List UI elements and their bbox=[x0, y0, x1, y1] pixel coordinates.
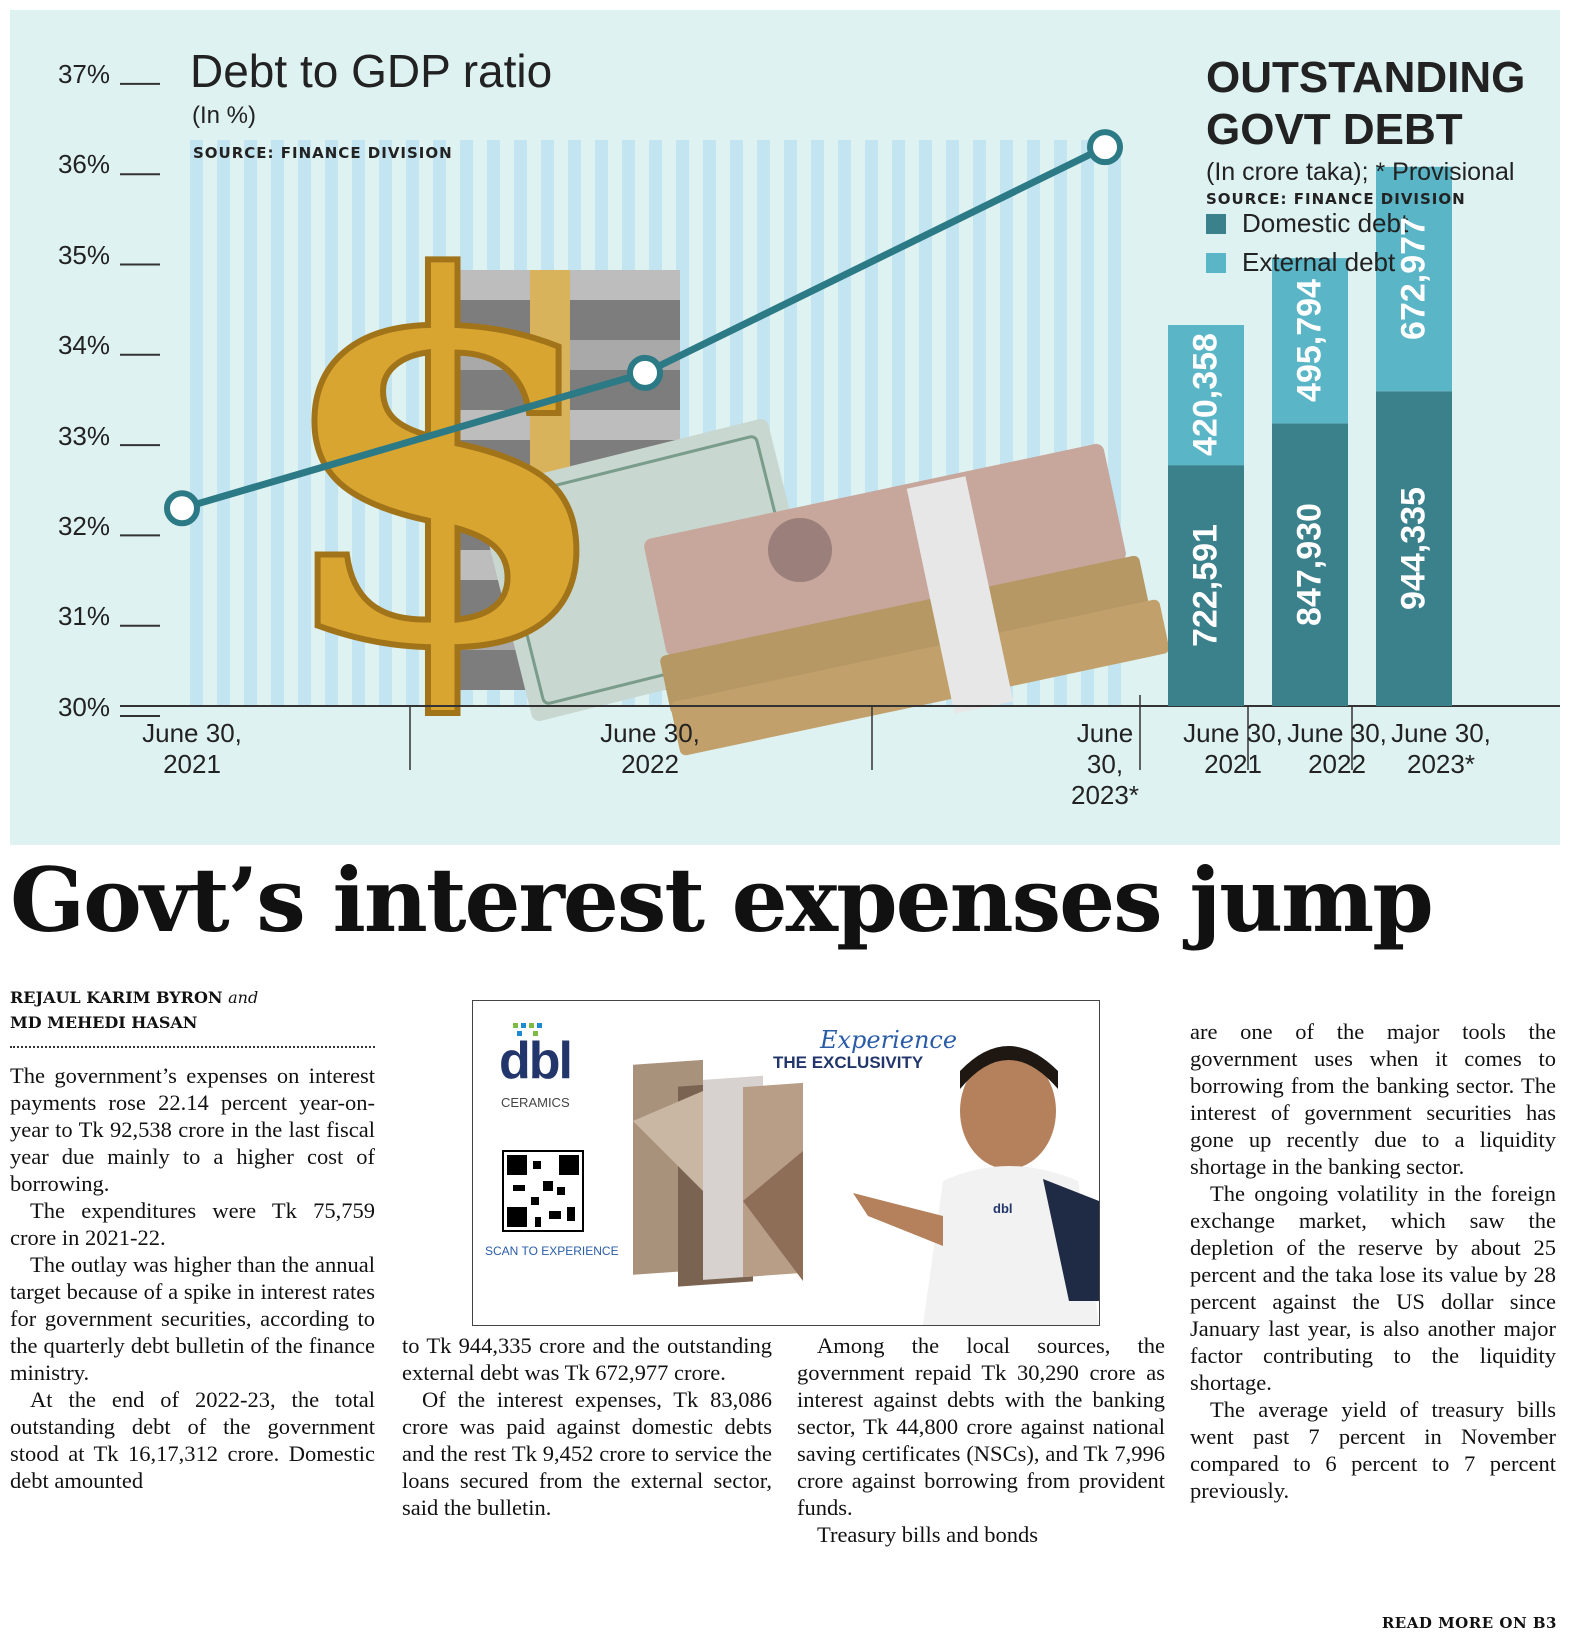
ad-scan-text: SCAN TO EXPERIENCE bbox=[485, 1244, 619, 1258]
paragraph: The ongoing volatility in the foreign exchange market, which saw the depletion of the reserve by about 25 percent and the taka lose its value by 28 percent against the US dollar since January last year, is also another major factor contributing to the liquidity shortage. bbox=[1190, 1181, 1556, 1395]
bar-chart-title: OUTSTANDING GOVT DEBT bbox=[1206, 53, 1526, 154]
article-column-1 bbox=[10, 1062, 375, 1494]
y-axis-ticks bbox=[120, 84, 160, 716]
author-1: REJAUL KARIM BYRON bbox=[10, 988, 223, 1007]
shirt-logo: dbl bbox=[993, 1201, 1013, 1216]
article-column-3 bbox=[797, 1332, 1165, 1548]
advertisement[interactable] bbox=[472, 1000, 1100, 1326]
line-x-label: June 30, 2022 bbox=[600, 718, 700, 779]
bar-chart-unit: (In crore taka); * Provisional bbox=[1206, 158, 1515, 186]
headline: Govt’s interest expenses jump bbox=[10, 848, 1432, 952]
legend-swatch-domestic bbox=[1206, 214, 1226, 234]
legend-swatch-external bbox=[1206, 253, 1226, 273]
y-tick-label: 31% bbox=[57, 601, 110, 631]
y-tick-label: 36% bbox=[57, 149, 110, 179]
ambassador-photo bbox=[853, 1046, 1099, 1325]
bar-value-label: 420,358 bbox=[1186, 333, 1225, 457]
svg-text:$: $ bbox=[270, 171, 618, 758]
article-column-4 bbox=[1190, 1018, 1556, 1504]
legend-external: External debt bbox=[1206, 247, 1395, 278]
bar-chart-source: SOURCE: FINANCE DIVISION bbox=[1206, 190, 1466, 208]
bar-value-label: 722,591 bbox=[1186, 523, 1225, 647]
line-chart-unit: (In %) bbox=[192, 102, 257, 129]
paragraph: The expenditures were Tk 75,759 crore in 2021-22. bbox=[10, 1198, 375, 1250]
bar-value-label: 495,794 bbox=[1290, 278, 1329, 402]
paragraph: At the end of 2022-23, the total outstanding debt of the government stood at Tk 16,17,312 crore. Domestic debt amounted bbox=[10, 1387, 375, 1493]
legend-domestic: Domestic debt bbox=[1206, 208, 1408, 239]
bar-value-label: 847,930 bbox=[1290, 502, 1329, 626]
bar-x-label: June 30, 2021 bbox=[1183, 718, 1283, 779]
line-point bbox=[167, 493, 197, 523]
bar-value-label: 944,335 bbox=[1394, 486, 1433, 610]
tile-stack-image bbox=[633, 1060, 803, 1287]
read-more-link[interactable]: READ MORE ON B3 bbox=[1381, 1614, 1557, 1632]
paragraph: Among the local sources, the government repaid Tk 30,290 crore as interest against debts with the banking sector, Tk 44,800 crore against national saving certificates (NSCs), and Tk 7,996 crore against borrowing from provident funds. bbox=[797, 1333, 1165, 1520]
bar-x-label: June 30, 2023* bbox=[1391, 718, 1491, 779]
line-x-label: June 30, 2021 bbox=[142, 718, 242, 779]
ad-tagline: THE EXCLUSIVITY bbox=[773, 1053, 924, 1072]
paragraph: to Tk 944,335 crore and the outstanding external debt was Tk 672,977 crore. bbox=[402, 1333, 772, 1385]
y-tick-label: 33% bbox=[57, 421, 110, 451]
paragraph: The government’s expenses on interest payments rose 22.14 percent year-on-year to Tk 92,538 crore in the last fiscal year due mainly to a higher cost of borrowing. bbox=[10, 1063, 375, 1196]
paragraph: The outlay was higher than the annual target because of a spike in interest rates for government securities, according to the quarterly debt bulletin of the finance ministry. bbox=[10, 1252, 375, 1385]
y-tick-label: 32% bbox=[57, 511, 110, 541]
y-tick-label: 34% bbox=[57, 330, 110, 360]
line-point bbox=[630, 358, 660, 388]
article-column-2 bbox=[402, 1332, 772, 1521]
ad-brand-sub: CERAMICS bbox=[501, 1095, 570, 1110]
line-chart-title: Debt to GDP ratio bbox=[190, 45, 553, 97]
ad-brand: dbl bbox=[499, 1032, 571, 1090]
qr-code-icon bbox=[503, 1151, 583, 1231]
bar-value-label: 672,977 bbox=[1394, 217, 1433, 340]
paragraph: Of the interest expenses, Tk 83,086 crore was paid against domestic debts and the rest Tk 9,452 crore to service the loans secured from the external sector, said the bulletin. bbox=[402, 1387, 772, 1520]
byline-divider bbox=[10, 1046, 375, 1048]
y-tick-label: 30% bbox=[57, 692, 110, 722]
bar-x-label: June 30, 2022 bbox=[1287, 718, 1387, 779]
ad-tagline-script: Experience bbox=[820, 1026, 958, 1054]
paragraph: are one of the major tools the government uses when it comes to borrowing from the banking sector. The interest of government securities has gone up recently due to a liquidity shortage in the banking sector. bbox=[1190, 1019, 1556, 1179]
y-tick-label: 37% bbox=[57, 59, 110, 89]
line-point bbox=[1090, 132, 1120, 162]
paragraph: Treasury bills and bonds bbox=[817, 1522, 1039, 1547]
infographic bbox=[10, 10, 1560, 845]
y-tick-label: 35% bbox=[57, 240, 110, 270]
byline: REJAUL KARIM BYRON and MD MEHEDI HASAN bbox=[10, 988, 259, 1032]
line-x-label: June 30, 2023* bbox=[1071, 718, 1139, 810]
line-chart-source: SOURCE: FINANCE DIVISION bbox=[193, 144, 453, 162]
paragraph: The average yield of treasury bills went past 7 percent in November compared to 6 percent to 7 percent previously. bbox=[1190, 1397, 1556, 1503]
author-2: MD MEHEDI HASAN bbox=[10, 1013, 198, 1032]
